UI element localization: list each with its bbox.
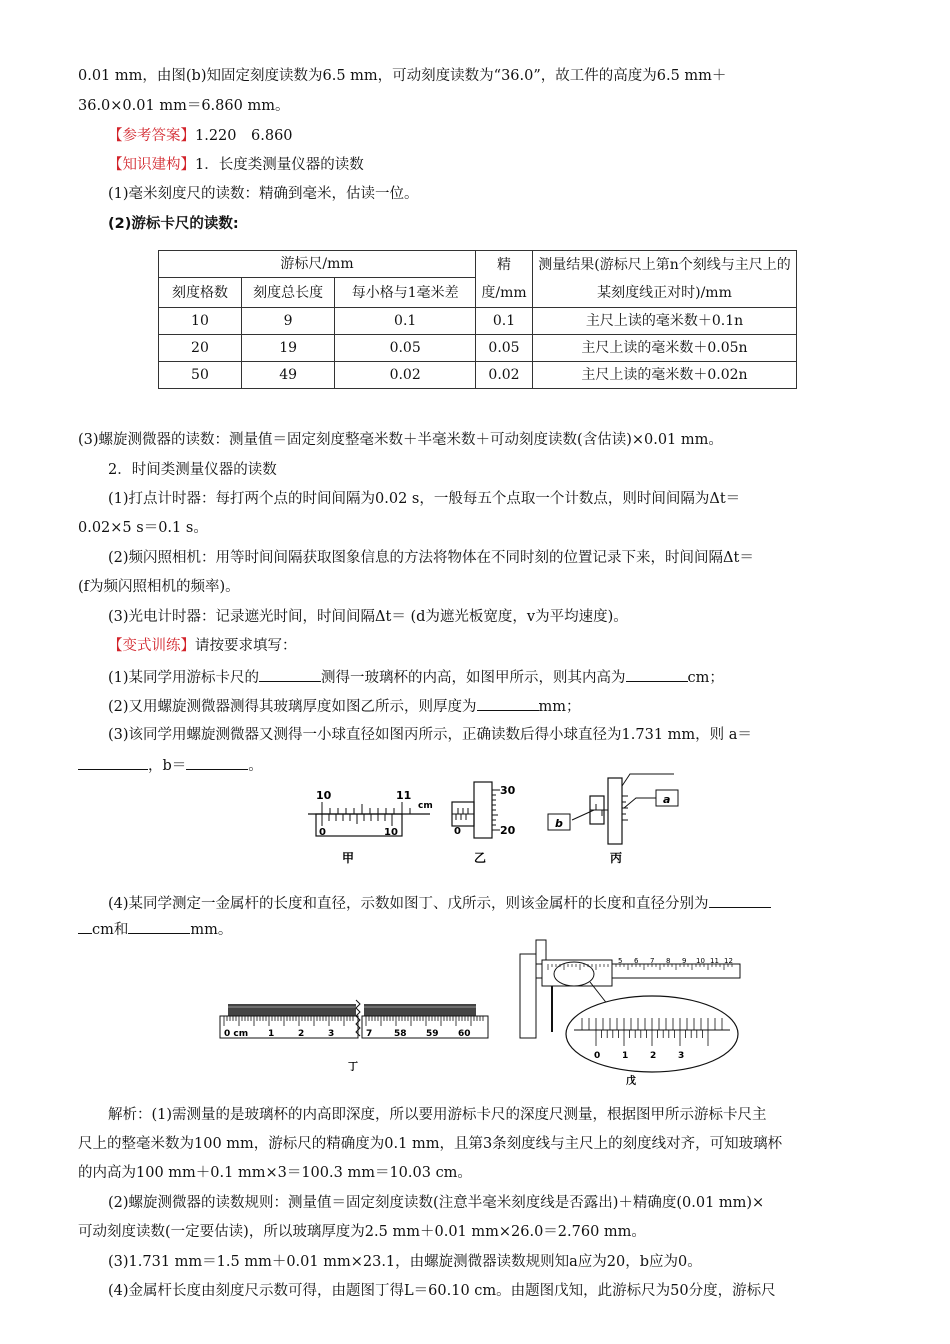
table-header: 每小格与1毫米差 <box>335 278 476 308</box>
table-header: 刻度总长度 <box>241 278 334 308</box>
vernier-table <box>158 250 797 389</box>
figure-label: 5 <box>618 957 623 965</box>
q1-text: cm； <box>687 670 724 686</box>
figure-caption: 丁 <box>348 1062 358 1073</box>
q2-text: (2)又用螺旋测微器测得其玻璃厚度如图乙所示，则厚度为 <box>108 699 477 715</box>
q4-text: cm和 <box>92 922 129 938</box>
answer-tag: 【参考答案】 <box>108 128 195 144</box>
answer-blank[interactable] <box>626 666 688 682</box>
knowledge-line <box>108 155 364 175</box>
answer-blank[interactable] <box>477 695 539 711</box>
knowledge-text: 1．长度类测量仪器的读数 <box>195 157 364 173</box>
figure-caption: 甲 <box>342 851 355 865</box>
figure-jia-vernier <box>300 786 440 866</box>
table-cell: 0.1 <box>476 308 533 335</box>
figure-label: 0 cm <box>224 1029 249 1039</box>
table-row <box>159 362 797 389</box>
figure-label: 6 <box>634 957 639 965</box>
figure-label: 0 <box>594 1051 601 1061</box>
q4-text: (4)某同学测定一金属杆的长度和直径，示数如图丁、戊所示，则该金属杆的长度和直径分别为 <box>108 896 709 912</box>
figure-label: 7 <box>650 957 655 965</box>
text-line: (1)毫米刻度尺的读数：精确到毫米，估读一位。 <box>108 186 419 202</box>
table-cell: 49 <box>241 362 334 389</box>
table-header: 精度/mm <box>476 251 533 308</box>
solution-line: (2)螺旋测微器的读数规则：测量值＝固定刻度读数(注意半毫米刻度线是否露出)＋精确度(0.01 mm)× <box>108 1195 765 1211</box>
figure-label: 3 <box>328 1029 335 1039</box>
figure-label: cm <box>418 801 433 811</box>
figure-label: 1 <box>622 1051 629 1061</box>
figure-wu-caliper <box>512 934 744 1086</box>
text-line: (3)螺旋测微器的读数：测量值＝固定刻度整毫米数＋半毫米数＋可动刻度读数(含估读)×0.01 mm。 <box>78 432 723 448</box>
table-cell: 主尺上读的毫米数＋0.1n <box>533 308 797 335</box>
figure-caption: 丙 <box>610 851 623 865</box>
figure-label: 7 <box>366 1029 373 1039</box>
answer-text: 1.220 6.860 <box>195 128 293 144</box>
table-cell: 20 <box>159 335 242 362</box>
knowledge-tag: 【知识建构】 <box>108 157 195 173</box>
answer-blank[interactable] <box>78 918 92 934</box>
figure-label: 2 <box>650 1051 657 1061</box>
q1-text: 测得一玻璃杯的内高，如图甲所示，则其内高为 <box>321 670 626 686</box>
solution-line: 尺上的整毫米数为100 mm，游标尺的精确度为0.1 mm，且第3条刻度线与主尺上的刻度线对齐，可知玻璃杯 <box>78 1136 783 1152</box>
text-line: (f为频闪照相机的频率)。 <box>78 579 240 595</box>
table-cell: 0.1 <box>335 308 476 335</box>
table-row <box>159 335 797 362</box>
question-line <box>78 918 232 940</box>
figure-label: 30 <box>500 784 516 797</box>
table-cell: 主尺上读的毫米数＋0.02n <box>533 362 797 389</box>
figure-label: 20 <box>500 824 516 837</box>
figure-label: 59 <box>426 1029 439 1039</box>
table-cell: 主尺上读的毫米数＋0.05n <box>533 335 797 362</box>
table-header: 刻度格数 <box>159 278 242 308</box>
q3-text: ，b＝ <box>148 758 187 774</box>
table-cell: 50 <box>159 362 242 389</box>
table-group-header: 游标尺/mm <box>159 251 476 278</box>
question-line <box>108 892 771 914</box>
figure-label: 12 <box>724 957 733 965</box>
figure-yi-micrometer <box>446 776 526 866</box>
q1-text: (1)某同学用游标卡尺的 <box>108 670 260 686</box>
figure-label: 10 <box>696 957 705 965</box>
q3-text: 。 <box>248 758 263 774</box>
figure-label: 8 <box>666 957 671 965</box>
figure-label: a <box>663 793 671 806</box>
question-line <box>108 695 581 717</box>
q2-text: mm； <box>538 699 581 715</box>
text-line: (1)打点计时器：每打两个点的时间间隔为0.02 s，一般每五个点取一个计数点，则时间间隔为Δt＝ <box>108 491 741 507</box>
text-line: 0.02×5 s＝0.1 s。 <box>78 520 208 536</box>
table-cell: 0.05 <box>476 335 533 362</box>
solution-line: (3)1.731 mm＝1.5 mm＋0.01 mm×23.1，由螺旋测微器读数规则知a应为20，b应为0。 <box>108 1254 702 1270</box>
figure-ding-ruler <box>218 996 490 1076</box>
figure-label: 10 <box>316 789 332 802</box>
answer-line <box>108 126 293 146</box>
text-line: (2)频闪照相机：用等时间间隔获取图象信息的方法将物体在不同时刻的位置记录下来，时间间隔Δt＝ <box>108 550 754 566</box>
figure-label: 60 <box>458 1029 471 1039</box>
figure-label: 3 <box>678 1051 685 1061</box>
solution-line: 解析：(1)需测量的是玻璃杯的内高即深度，所以要用游标卡尺的深度尺测量，根据图甲所示游标卡尺主 <box>108 1107 767 1123</box>
question-line <box>78 754 263 776</box>
table-header: 测量结果(游标尺上第n个刻线与主尺上的某刻度线正对时)/mm <box>533 251 797 308</box>
section-heading: 2．时间类测量仪器的读数 <box>108 462 277 478</box>
figure-label: 0 <box>454 826 461 837</box>
table-cell: 0.02 <box>335 362 476 389</box>
exercise-tag: 【变式训练】 <box>108 638 195 654</box>
table-cell: 10 <box>159 308 242 335</box>
answer-blank[interactable] <box>78 754 148 770</box>
table-row <box>159 308 797 335</box>
figure-caption: 戊 <box>626 1076 636 1086</box>
answer-blank[interactable] <box>709 892 771 908</box>
answer-blank[interactable] <box>186 754 248 770</box>
table-cell: 0.02 <box>476 362 533 389</box>
figure-label: 2 <box>298 1029 305 1039</box>
figure-label: 1 <box>268 1029 275 1039</box>
exercise-text: 请按要求填写： <box>195 638 297 654</box>
section-heading: (2)游标卡尺的读数: <box>108 216 239 232</box>
text-line: 36.0×0.01 mm＝6.860 mm。 <box>78 98 290 114</box>
figure-label: 9 <box>682 957 687 965</box>
table-cell: 9 <box>241 308 334 335</box>
figure-label: b <box>555 817 563 830</box>
table-cell: 0.05 <box>335 335 476 362</box>
text-line: 0.01 mm，由图(b)知固定刻度读数为6.5 mm，可动刻度读数为“36.0”，故工件的高度为6.5 mm＋ <box>78 68 727 84</box>
answer-blank[interactable] <box>128 918 190 934</box>
answer-blank[interactable] <box>259 666 321 682</box>
figure-label: 10 <box>384 827 398 838</box>
figure-bing-micrometer <box>544 766 694 866</box>
question-line: (3)该同学用螺旋测微器又测得一小球直径如图丙所示，正确读数后得小球直径为1.731 mm，则 a＝ <box>108 727 752 743</box>
solution-line: 的内高为100 mm＋0.1 mm×3＝100.3 mm＝10.03 cm。 <box>78 1165 472 1181</box>
figure-label: 11 <box>710 957 719 965</box>
figure-caption: 乙 <box>474 851 487 865</box>
table-cell: 19 <box>241 335 334 362</box>
solution-line: 可动刻度读数(一定要估读)，所以玻璃厚度为2.5 mm＋0.01 mm×26.0＝2.760 mm。 <box>78 1224 646 1240</box>
figure-label: 11 <box>396 789 412 802</box>
question-line <box>108 666 724 688</box>
text-line: (3)光电计时器：记录遮光时间，时间间隔Δt＝ (d为遮光板宽度，v为平均速度)。 <box>108 609 628 625</box>
exercise-line <box>108 636 297 656</box>
figure-label: 58 <box>394 1029 407 1039</box>
solution-line: (4)金属杆长度由刻度尺示数可得，由题图丁得L＝60.10 cm。由题图戊知，此游标尺为50分度，游标尺 <box>108 1283 776 1299</box>
figure-label: 0 <box>319 827 326 838</box>
q4-text: mm。 <box>190 922 233 938</box>
